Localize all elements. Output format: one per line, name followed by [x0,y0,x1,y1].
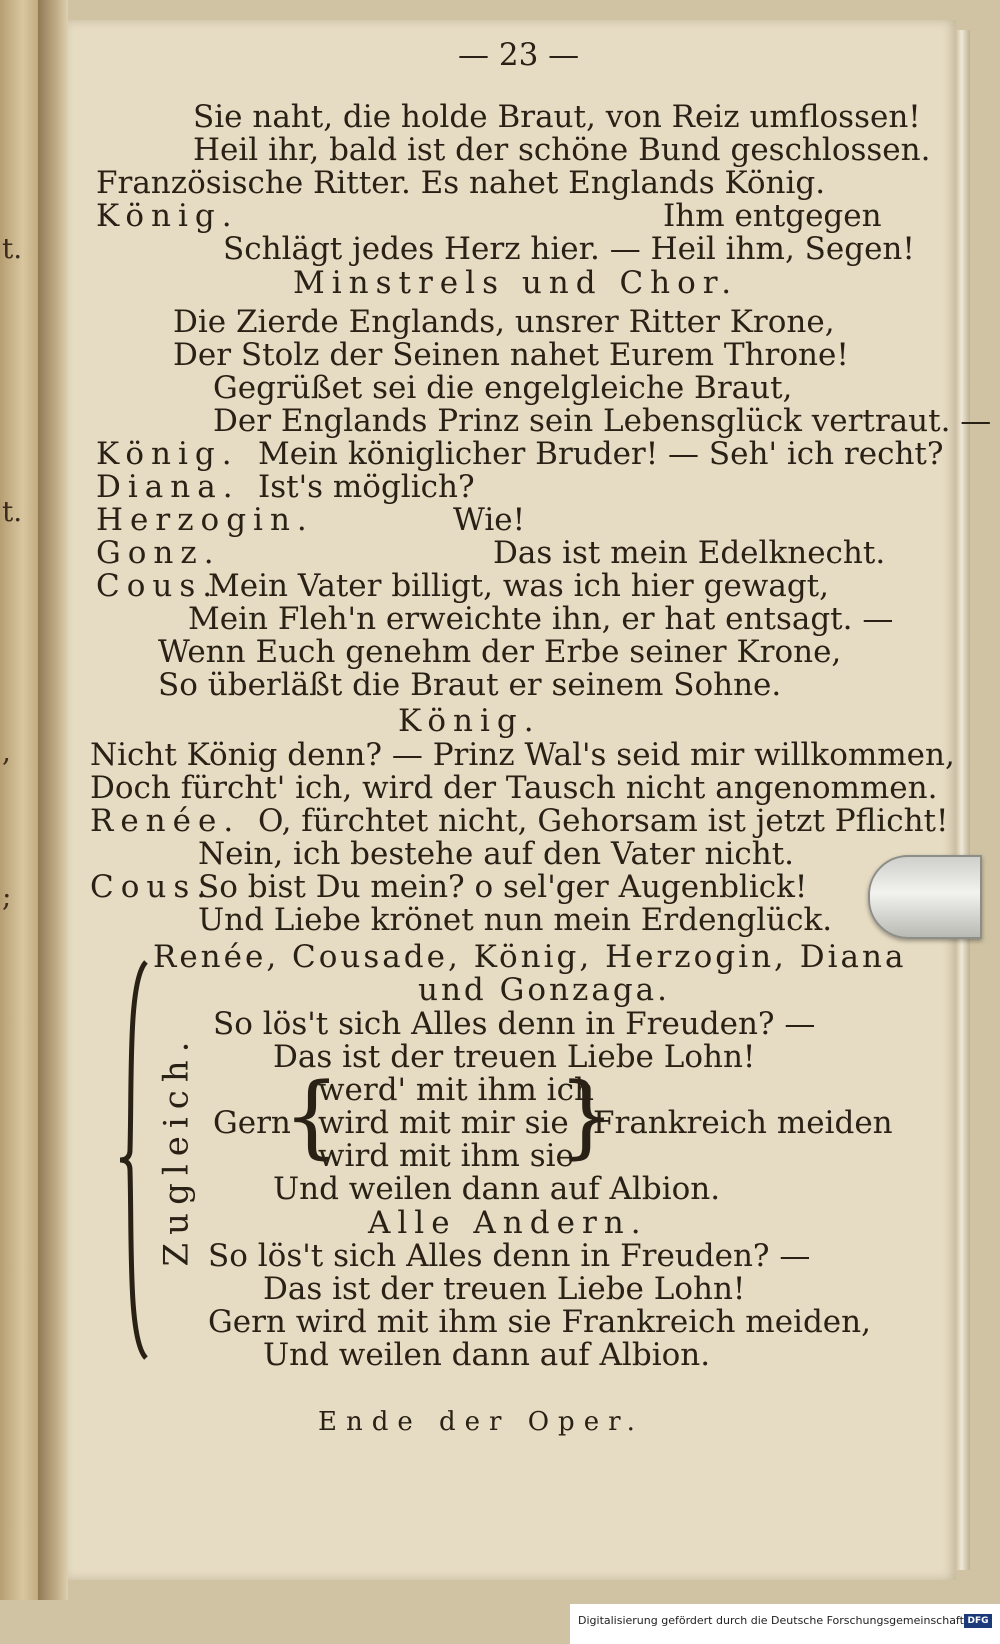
text-line: Wie! [453,502,526,538]
margin-glyph: , [2,735,11,768]
text-line: Und Liebe krönet nun mein Erdenglück. [198,902,833,938]
heading: Minstrels und Chor. [293,265,739,301]
end-note: Ende der Oper. [318,1407,644,1437]
footer-bar [570,1604,1000,1644]
margin-glyph: t. [2,232,23,265]
speaker-label: König. [96,198,239,234]
text-line: Mein Vater billigt, was ich hier gewagt, [208,568,829,604]
text-line: Heil ihr, bald ist der schöne Bund geschlossen. [193,132,931,168]
heading: und Gonzaga. [418,972,671,1008]
text-line: Das ist mein Edelknecht. [493,535,886,571]
text-line: So lös't sich Alles denn in Freuden? — [213,1006,816,1042]
book-page [68,20,992,1580]
heading: Renée, Cousade, König, Herzogin, Diana [153,939,907,975]
side-label: Zugleich. [156,1033,197,1267]
text-line: Doch fürcht' ich, wird der Tausch nicht angenommen. [90,770,938,806]
speaker-label: Cous. [90,869,214,905]
text-line: So bist Du mein? o sel'ger Augenblick! [198,869,808,905]
dfg-logo: DFG [964,1614,992,1628]
text-line: Das ist der treuen Liebe Lohn! [273,1039,756,1075]
heading: König. [398,703,541,739]
text-line: Gegrüßet sei die engelgleiche Braut, [213,370,793,406]
text-line: So überläßt die Braut er seinem Sohne. [158,667,782,703]
text-line: Mein Fleh'n erweichte ihn, er hat entsagt. — [188,601,894,637]
margin-glyph: ; [2,880,12,913]
book-gutter [38,0,68,1600]
text-line: Ihm entgegen [663,198,882,234]
text-line: Und weilen dann auf Albion. [263,1337,711,1373]
text-line: Nein, ich bestehe auf den Vater nicht. [198,836,795,872]
text-line: wird mit mir sie [318,1105,569,1141]
text-line: Gern [213,1105,291,1141]
text-line: Schlägt jedes Herz hier. — Heil ihm, Segen! [223,231,915,267]
right-curly-brace-icon: } [558,1064,616,1169]
speaker-label: Cous. [96,568,220,604]
text-line: Der Englands Prinz sein Lebensglück vertraut. — [213,403,992,439]
text-line: Wenn Euch genehm der Erbe seiner Krone, [158,634,842,670]
page-edge [956,30,970,1570]
text-line: Französische Ritter. Es nahet Englands König. [96,165,826,201]
text-line: Frankreich meiden [593,1105,893,1141]
speaker-label: Herzogin. [96,502,314,538]
speaker-label: König. [96,436,239,472]
speaker-label: Renée. [90,803,241,839]
text-line: Das ist der treuen Liebe Lohn! [263,1271,746,1307]
text-line: O, fürchtet nicht, Gehorsam ist jetzt Pflicht! [258,803,949,839]
text-line: werd' mit ihm ich [318,1072,594,1108]
grouping-brace-icon [118,960,148,1360]
text-line: Mein königlicher Bruder! — Seh' ich recht? [258,436,944,472]
text-line: Nicht König denn? — Prinz Wal's seid mir willkommen, [90,737,955,773]
page-clip [868,855,982,939]
text-line: Der Stolz der Seinen nahet Eurem Throne! [173,337,849,373]
text-line: Die Zierde Englands, unsrer Ritter Krone, [173,304,835,340]
left-curly-brace-icon: { [283,1064,341,1169]
text-line: Gern wird mit ihm sie Frankreich meiden, [208,1304,871,1340]
speaker-label: Diana. [96,469,240,505]
text-line: Und weilen dann auf Albion. [273,1171,721,1207]
margin-glyph: t. [2,495,23,528]
text-line: So lös't sich Alles denn in Freuden? — [208,1238,811,1274]
footer-credit: Digitalisierung gefördert durch die Deutsche Forschungsgemeinschaft [578,1614,964,1627]
text-line: Sie naht, die holde Braut, von Reiz umflossen! [193,99,921,135]
text-line: wird mit ihm sie [318,1138,574,1174]
page-number: — 23 — [458,37,580,73]
heading: Alle Andern. [368,1205,648,1241]
speaker-label: Gonz. [96,535,221,571]
text-line: Ist's möglich? [258,469,475,505]
